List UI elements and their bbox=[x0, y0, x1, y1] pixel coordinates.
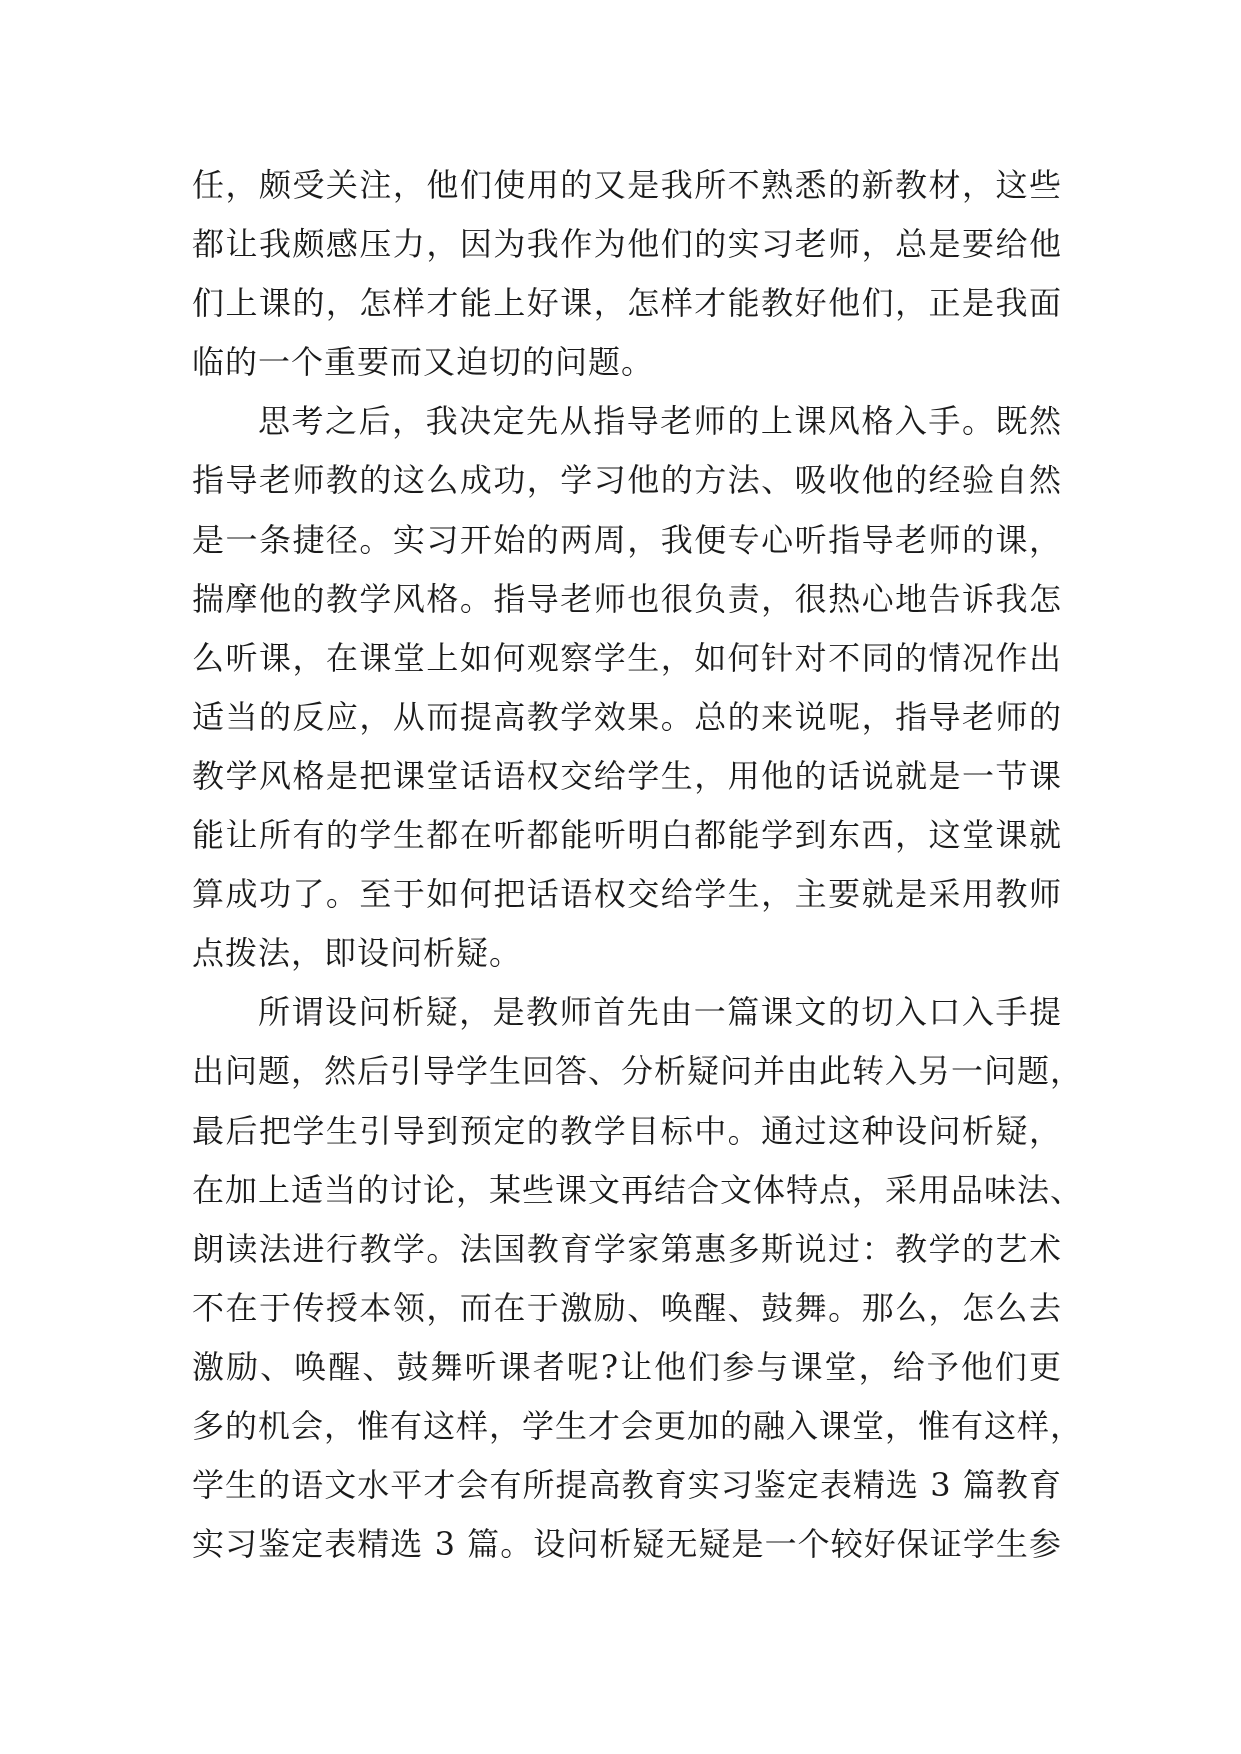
paragraph-3-line-3: 最后把学生引导到预定的教学目标中。通过这种设问析疑， bbox=[192, 1111, 1062, 1150]
paragraph-3-line-1: 所谓设问析疑，是教师首先由一篇课文的切入口入手提 bbox=[258, 993, 1062, 1032]
paragraph-1-line-3: 们上课的，怎样才能上好课，怎样才能教好他们，正是我面 bbox=[192, 284, 1062, 323]
paragraph-2-line-9: 算成功了。至于如何把话语权交给学生，主要就是采用教师 bbox=[192, 875, 1062, 914]
paragraph-2-line-2: 指导老师教的这么成功，学习他的方法、吸收他的经验自然 bbox=[192, 461, 1062, 500]
paragraph-3-line-9: 学生的语文水平才会有所提高教育实习鉴定表精选 3 篇教育 bbox=[192, 1466, 1062, 1505]
paragraph-3-line-7: 激励、唤醒、鼓舞听课者呢?让他们参与课堂，给予他们更 bbox=[192, 1347, 1062, 1386]
paragraph-3-line-6: 不在于传授本领，而在于激励、唤醒、鼓舞。那么，怎么去 bbox=[192, 1288, 1062, 1327]
paragraph-2-line-7: 教学风格是把课堂话语权交给学生，用他的话说就是一节课 bbox=[192, 756, 1062, 795]
paragraph-2-line-8: 能让所有的学生都在听都能听明白都能学到东西，这堂课就 bbox=[192, 816, 1062, 855]
paragraph-1-line-1: 任，颇受关注，他们使用的又是我所不熟悉的新教材，这些 bbox=[192, 166, 1062, 204]
body-text bbox=[192, 156, 1084, 1574]
paragraph-2-line-6: 适当的反应，从而提高教学效果。总的来说呢，指导老师的 bbox=[192, 697, 1062, 736]
paragraph-2-line-1: 思考之后，我决定先从指导老师的上课风格入手。既然 bbox=[258, 402, 1062, 441]
paragraph-3-line-4: 在加上适当的讨论，某些课文再结合文体特点，采用品味法、 bbox=[192, 1170, 1084, 1209]
paragraph-3-line-5: 朗读法进行教学。法国教育学家第惠多斯说过：教学的艺术 bbox=[192, 1229, 1062, 1268]
paragraph-3-line-10: 实习鉴定表精选 3 篇。设问析疑无疑是一个较好保证学生参 bbox=[192, 1525, 1062, 1564]
paragraph-2-line-3: 是一条捷径。实习开始的两周，我便专心听指导老师的课， bbox=[192, 520, 1062, 559]
paragraph-3-line-2: 出问题，然后引导学生回答、分析疑问并由此转入另一问题， bbox=[192, 1052, 1084, 1091]
paragraph-2-line-5: 么听课，在课堂上如何观察学生，如何针对不同的情况作出 bbox=[192, 638, 1062, 677]
paragraph-2-line-10: 点拨法，即设问析疑。 bbox=[192, 934, 523, 973]
paragraph-1-line-2: 都让我颇感压力，因为我作为他们的实习老师，总是要给他 bbox=[192, 225, 1062, 264]
paragraph-2-line-4: 揣摩他的教学风格。指导老师也很负责，很热心地告诉我怎 bbox=[192, 579, 1062, 618]
paragraph-1-line-4: 临的一个重要而又迫切的问题。 bbox=[192, 343, 655, 382]
paragraph-3-line-8: 多的机会，惟有这样，学生才会更加的融入课堂，惟有这样， bbox=[192, 1406, 1084, 1445]
